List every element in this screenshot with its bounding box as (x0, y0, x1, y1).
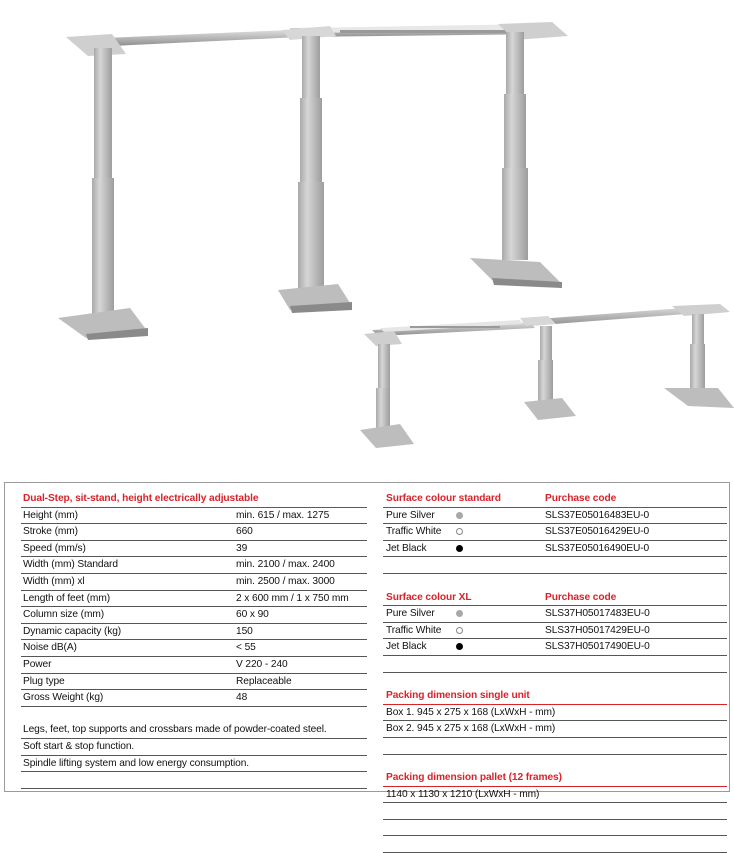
spec-row (21, 690, 367, 707)
purchase-code: SLS37E05016490EU-0 (545, 542, 650, 554)
spec-value: 39 (236, 542, 248, 554)
colour-name: Pure Silver (386, 509, 435, 521)
spec-label: Stroke (mm) (23, 526, 78, 538)
colour-swatch-icon (456, 528, 463, 535)
spec-value: 150 (236, 625, 253, 637)
colour-name: Jet Black (386, 542, 427, 554)
spec-value: min. 2100 / max. 2400 (236, 559, 335, 571)
colour-standard-header: Surface colour standard Purchase code (383, 491, 727, 508)
spec-value: min. 615 / max. 1275 (236, 509, 330, 521)
spec-row (21, 607, 367, 624)
packing-single-header: Packing dimension single unit (383, 688, 727, 705)
packing-row (383, 787, 727, 804)
purchase-code: SLS37E05016429EU-0 (545, 526, 650, 538)
spec-row (21, 508, 367, 525)
colour-swatch-icon (456, 512, 463, 519)
spec-row (21, 574, 367, 591)
colour-row (383, 639, 727, 656)
spec-label: Power (23, 658, 52, 670)
packing-row (383, 705, 727, 722)
spec-label: Length of feet (mm) (23, 592, 110, 604)
colour-swatch-icon (456, 643, 463, 650)
colour-row (383, 606, 727, 623)
note-row (21, 739, 367, 756)
spec-label: Speed (mm/s) (23, 542, 86, 554)
purchase-code: SLS37H05017483EU-0 (545, 608, 650, 620)
empty-row (383, 557, 727, 574)
spec-label: Gross Weight (kg) (23, 692, 104, 704)
packing-row (383, 721, 727, 738)
colour-row (383, 524, 727, 541)
spec-label: Noise dB(A) (23, 642, 77, 654)
spec-value: 660 (236, 526, 253, 538)
spec-value: 48 (236, 692, 248, 704)
spec-value: V 220 - 240 (236, 658, 288, 670)
colour-name: Traffic White (386, 526, 442, 538)
purchase-code: SLS37H05017429EU-0 (545, 624, 650, 636)
purchase-code: SLS37E05016483EU-0 (545, 509, 650, 521)
spec-row (21, 541, 367, 558)
colour-row (383, 541, 727, 558)
spec-row (21, 624, 367, 641)
spec-value: 60 x 90 (236, 609, 269, 621)
spec-label: Column size (mm) (23, 609, 105, 621)
spec-label: Width (mm) Standard (23, 559, 118, 571)
note-text: Soft start & stop function. (23, 740, 135, 752)
spec-label: Height (mm) (23, 509, 78, 521)
colour-swatch-icon (456, 610, 463, 617)
packing-text: 1140 x 1130 x 1210 (LxWxH - mm) (386, 788, 540, 800)
empty-row (383, 656, 727, 673)
note-text: Spindle lifting system and low energy consumption. (23, 757, 250, 769)
spec-value: min. 2500 / max. 3000 (236, 575, 335, 587)
empty-row (383, 820, 727, 837)
colour-swatch-icon (456, 627, 463, 634)
spec-row (21, 657, 367, 674)
colour-name: Jet Black (386, 641, 427, 653)
colour-row (383, 508, 727, 525)
purchase-code: SLS37H05017490EU-0 (545, 641, 650, 653)
colour-name: Traffic White (386, 624, 442, 636)
empty-row (383, 803, 727, 820)
spec-value: < 55 (236, 642, 256, 654)
specification-panel (4, 482, 730, 800)
spec-row (21, 524, 367, 541)
spec-label: Dynamic capacity (kg) (23, 625, 122, 637)
spec-row (21, 640, 367, 657)
note-row (21, 722, 367, 739)
specs-title: Dual-Step, sit-stand, height electrically adjustable (21, 491, 367, 508)
packing-text: Box 2. 945 x 275 x 168 (LxWxH - mm) (386, 723, 556, 735)
spec-row (21, 674, 367, 691)
packing-pallet-header: Packing dimension pallet (12 frames) (383, 770, 727, 787)
note-text: Legs, feet, top supports and crossbars made of powder-coated steel. (23, 724, 327, 736)
spec-label: Width (mm) xl (23, 575, 85, 587)
empty-row (21, 772, 367, 789)
colour-row (383, 623, 727, 640)
spec-row (21, 557, 367, 574)
colour-name: Pure Silver (386, 608, 435, 620)
colour-swatch-icon (456, 545, 463, 552)
spec-row (21, 591, 367, 608)
packing-text: Box 1. 945 x 275 x 168 (LxWxH - mm) (386, 706, 556, 718)
spec-value: 2 x 600 mm / 1 x 750 mm (236, 592, 349, 604)
spec-label: Plug type (23, 675, 65, 687)
small-frame-illustration (360, 304, 734, 448)
note-row (21, 756, 367, 773)
empty-row (383, 836, 727, 853)
spec-value: Replaceable (236, 675, 292, 687)
colour-xl-header: Surface colour XL Purchase code (383, 590, 727, 607)
options-column (383, 491, 727, 853)
specs-column (21, 491, 367, 789)
empty-row (383, 738, 727, 755)
large-frame-illustration (58, 22, 568, 340)
